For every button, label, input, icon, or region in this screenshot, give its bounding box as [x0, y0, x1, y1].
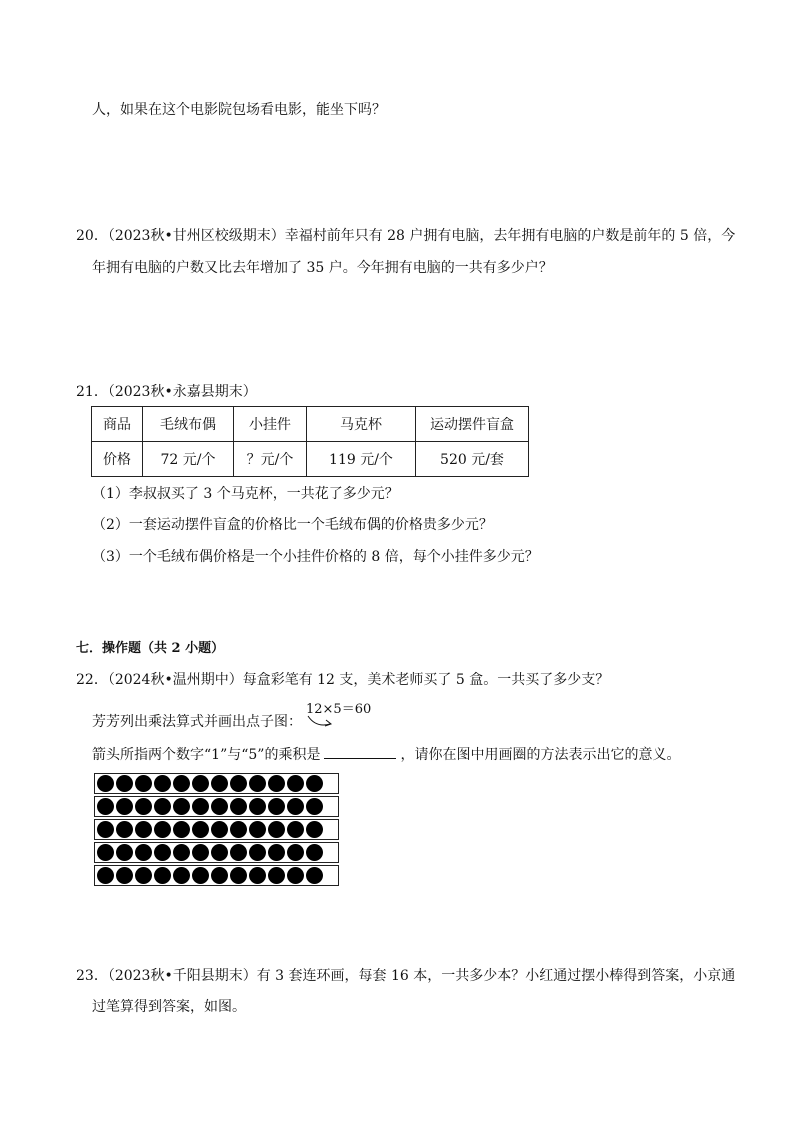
- dot-row[interactable]: [94, 819, 339, 840]
- q21-sub-2: （2）一套运动摆件盲盒的价格比一个毛绒布偶的价格贵多少元？: [92, 517, 493, 533]
- dot-icon: [249, 798, 266, 815]
- dot-icon: [97, 798, 114, 815]
- dot-icon: [97, 844, 114, 861]
- dot-icon: [97, 867, 114, 884]
- dot-icon: [306, 844, 323, 861]
- dot-icon: [97, 821, 114, 838]
- table-cell: 运动摆件盲盒: [416, 407, 529, 442]
- dot-icon: [287, 821, 304, 838]
- dot-icon: [173, 844, 190, 861]
- table-cell: 商品: [92, 407, 143, 442]
- q21-header: 21．（2023秋•永嘉县期末）: [76, 384, 257, 400]
- dot-icon: [135, 775, 152, 792]
- q21-sub-1: （1）李叔叔买了 3 个马克杯，一共花了多少元？: [92, 486, 399, 502]
- dot-icon: [192, 867, 209, 884]
- dot-icon: [97, 775, 114, 792]
- q22-line-3b: ，请你在图中用画圈的方法表示出它的意义。: [400, 747, 681, 763]
- table-cell: 119 元/个: [307, 442, 416, 477]
- price-table: [91, 406, 529, 477]
- q22-line-1: 22．（2024秋•温州期中）每盒彩笔有 12 支，美术老师买了 5 盒。一共买了多少支？: [76, 672, 610, 688]
- dot-icon: [154, 775, 171, 792]
- dot-icon: [173, 821, 190, 838]
- q22-line-2: 芳芳列出乘法算式并画出点子图：: [92, 714, 302, 730]
- table-cell: ？元/个: [234, 442, 307, 477]
- table-cell: 小挂件: [234, 407, 307, 442]
- dot-icon: [173, 775, 190, 792]
- dot-row[interactable]: [94, 865, 339, 886]
- dot-icon: [249, 867, 266, 884]
- dot-icon: [268, 867, 285, 884]
- section-heading: 七．操作题（共 2 小题）: [76, 641, 225, 656]
- dot-icon: [287, 775, 304, 792]
- dot-icon: [268, 821, 285, 838]
- table-cell: 520 元/套: [416, 442, 529, 477]
- dot-icon: [211, 798, 228, 815]
- dot-icon: [306, 798, 323, 815]
- dot-icon: [173, 798, 190, 815]
- dot-icon: [192, 821, 209, 838]
- dot-icon: [230, 798, 247, 815]
- dot-icon: [173, 867, 190, 884]
- dot-icon: [287, 867, 304, 884]
- table-cell: 毛绒布偶: [143, 407, 234, 442]
- q23-line-2: 过笔算得到答案，如图。: [92, 999, 246, 1015]
- dot-icon: [268, 775, 285, 792]
- q20-line-2: 年拥有电脑的户数又比去年增加了 35 户。今年拥有电脑的一共有多少户？: [92, 260, 553, 276]
- dot-icon: [192, 844, 209, 861]
- dot-icon: [135, 844, 152, 861]
- dot-icon: [116, 798, 133, 815]
- dot-icon: [287, 844, 304, 861]
- dot-icon: [306, 867, 323, 884]
- dot-icon: [268, 844, 285, 861]
- dot-icon: [249, 775, 266, 792]
- dot-icon: [211, 844, 228, 861]
- q21-sub-3: （3）一个毛绒布偶价格是一个小挂件价格的 8 倍，每个小挂件多少元？: [92, 549, 539, 565]
- table-cell: 马克杯: [307, 407, 416, 442]
- q19-tail-text: 人，如果在这个电影院包场看电影，能坐下吗？: [92, 102, 386, 118]
- table-cell: 价格: [92, 442, 143, 477]
- q22-line-3: [92, 744, 680, 765]
- dot-icon: [192, 775, 209, 792]
- dot-icon: [211, 821, 228, 838]
- dot-icon: [135, 821, 152, 838]
- q20-line-1: 20．（2023秋•甘州区校级期末）幸福村前年只有 28 户拥有电脑，去年拥有电脑的户数是前年的 5 倍，今: [76, 228, 736, 244]
- dot-icon: [230, 775, 247, 792]
- dot-icon: [306, 821, 323, 838]
- multiplication-expression: [306, 702, 371, 718]
- dot-icon: [116, 821, 133, 838]
- dot-icon: [249, 844, 266, 861]
- dot-row[interactable]: [94, 796, 339, 817]
- table-cell: 72 元/个: [143, 442, 234, 477]
- dot-icon: [287, 798, 304, 815]
- dot-icon: [116, 844, 133, 861]
- dot-icon: [230, 844, 247, 861]
- dot-icon: [192, 798, 209, 815]
- table-row: [92, 407, 529, 442]
- dot-icon: [154, 867, 171, 884]
- dot-icon: [154, 798, 171, 815]
- dot-icon: [116, 867, 133, 884]
- q23-line-1: 23．（2023秋•千阳县期末）有 3 套连环画，每套 16 本，一共多少本？小红通过摆小棒得到答案，小京通: [76, 968, 736, 984]
- table-row: [92, 442, 529, 477]
- answer-blank[interactable]: [324, 744, 396, 759]
- dot-icon: [211, 867, 228, 884]
- dot-icon: [135, 798, 152, 815]
- dot-grid[interactable]: [94, 773, 339, 888]
- curved-arrow-icon: [304, 714, 344, 730]
- dot-icon: [306, 775, 323, 792]
- dot-row[interactable]: [94, 773, 339, 794]
- dot-icon: [116, 775, 133, 792]
- q22-line-3a: 箭头所指两个数字“1”与“5”的乘积是: [92, 747, 321, 763]
- dot-icon: [268, 798, 285, 815]
- dot-icon: [211, 775, 228, 792]
- expression-text: 12×5＝60: [306, 702, 372, 717]
- dot-icon: [230, 821, 247, 838]
- dot-icon: [135, 867, 152, 884]
- dot-icon: [154, 821, 171, 838]
- dot-icon: [230, 867, 247, 884]
- dot-icon: [154, 844, 171, 861]
- dot-row[interactable]: [94, 842, 339, 863]
- dot-icon: [249, 821, 266, 838]
